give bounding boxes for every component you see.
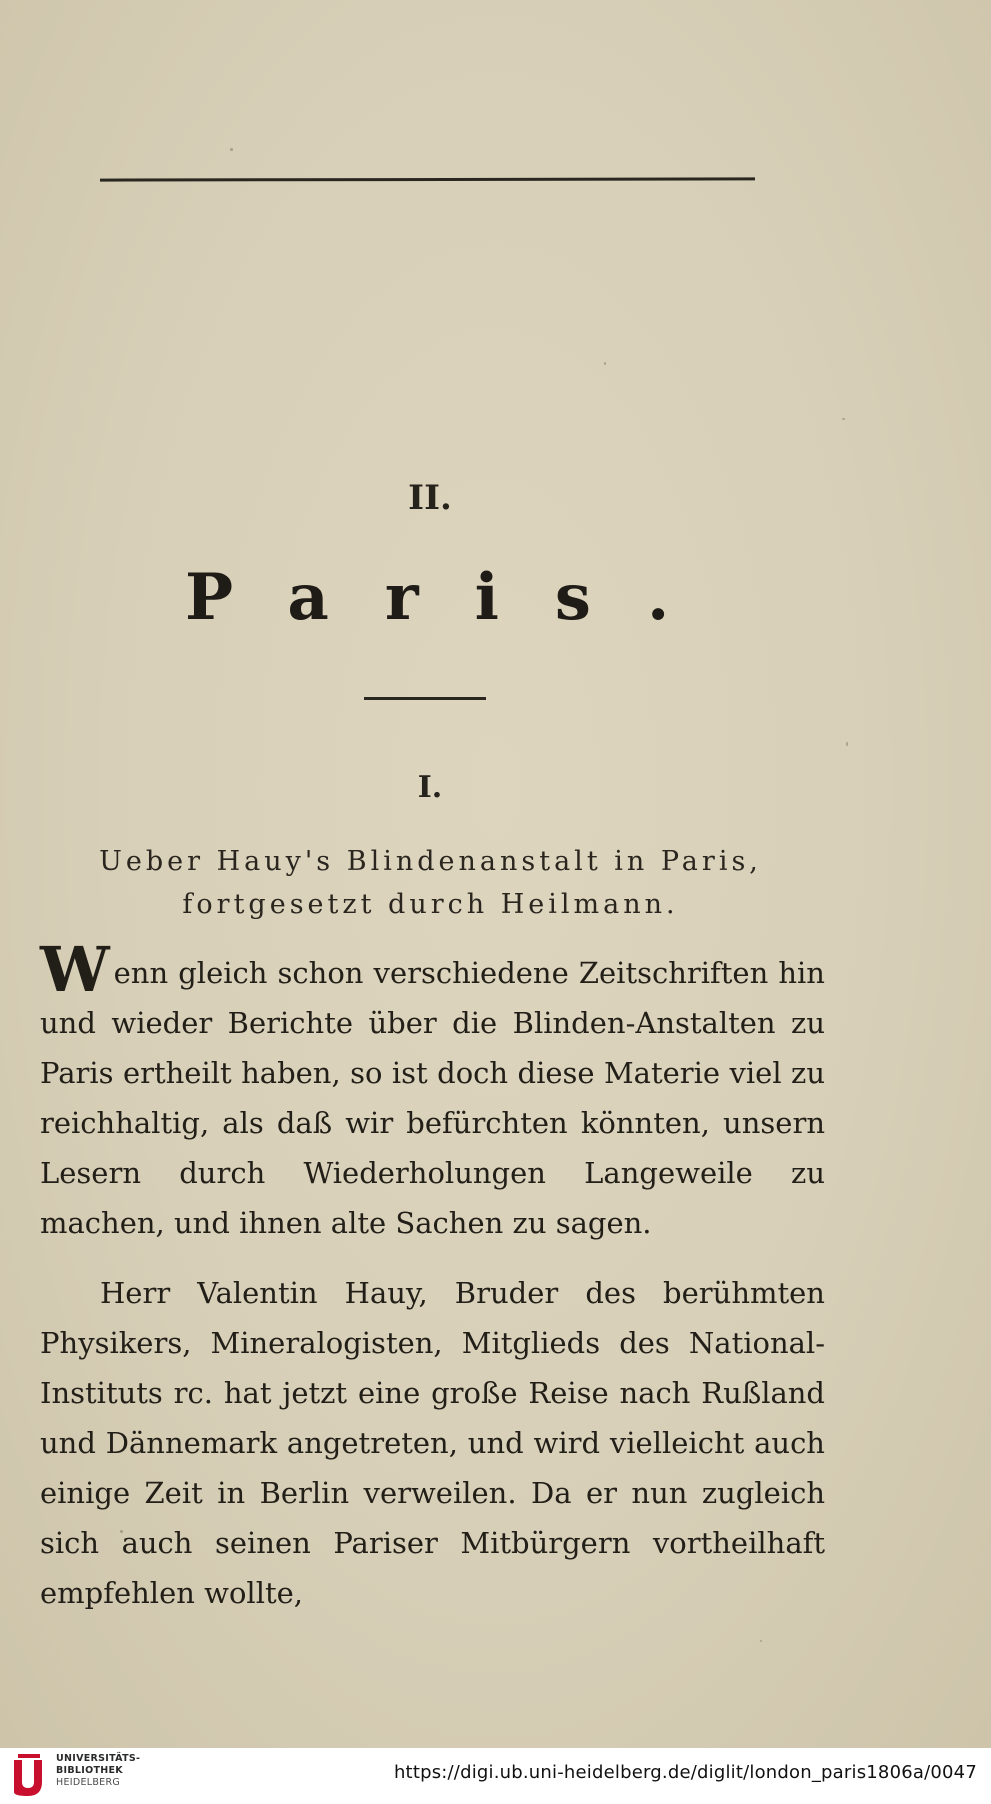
chapter-title: Paris. [185,560,726,635]
paragraph-1-text: enn gleich schon verschiedene Zeitschriften hin und wieder Berichte über die Blinden-Anstalten zu Paris ertheilt haben, so ist doch diese Materie viel zu reichhaltig, als daß wir befürchten könnten, unsern Lesern durch Wiederholungen Langeweile zu machen, und ihnen alte Sachen zu sagen. [40,956,825,1240]
logo-line-2: BIBLIOTHEK [56,1765,123,1776]
drop-initial: W [40,933,110,1006]
library-logo-icon[interactable] [10,1752,48,1798]
paper-speck [230,148,233,151]
article-subtitle: Ueber Hauy's Blindenanstalt in Paris, fortgesetzt durch Heilmann. [99,846,762,920]
paper-speck [842,418,845,420]
section-number: II. [408,478,452,518]
library-logo-text[interactable] [56,1753,140,1789]
top-rule [100,177,755,181]
subsection-number: I. [417,770,443,805]
divider-rule [364,697,486,700]
paper-speck [846,742,848,746]
paper-speck [604,362,606,365]
logo-line-3: HEIDELBERG [56,1777,121,1788]
logo-line-1: UNIVERSITÄTS- [56,1753,141,1764]
permalink-url[interactable]: https://digi.ub.uni-heidelberg.de/diglit/london_paris1806a/0047 [393,1762,977,1783]
paragraph-2: Herr Valentin Hauy, Bruder des berühmten Physikers, Mineralogisten, Mitglieds des National-Instituts rc. hat jetzt eine große Reise nach Rußland und Dännemark angetreten, und wird vielleicht auch einige Zeit in Berlin verweilen. Da er nun zugleich sich auch seinen Pariser Mitbürgern vortheilhaft empfehlen wollte, [40,1276,825,1610]
paragraph-1 [40,933,825,1248]
paper-speck [760,1640,762,1642]
